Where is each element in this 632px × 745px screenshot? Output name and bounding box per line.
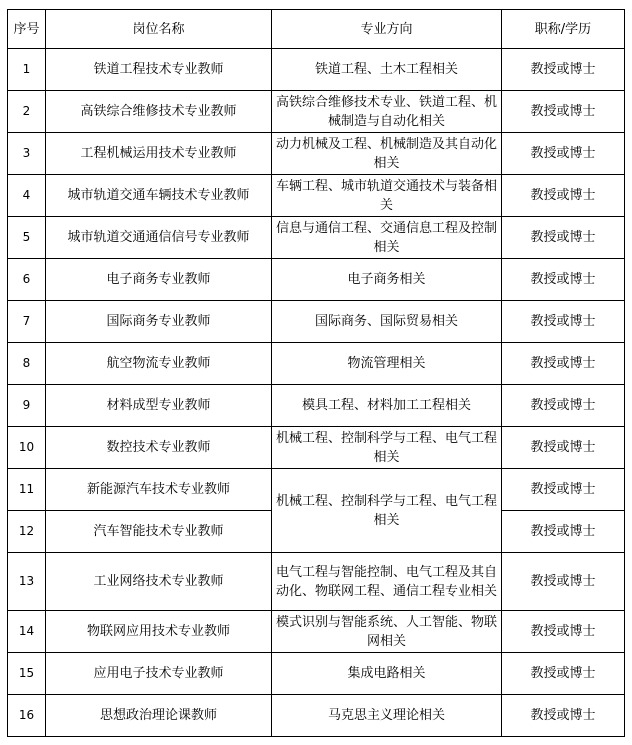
table-row (8, 553, 625, 611)
row-number: 11 (8, 469, 46, 511)
table-row (8, 653, 625, 695)
position-name: 汽车智能技术专业教师 (46, 511, 272, 553)
position-name: 国际商务专业教师 (46, 301, 272, 343)
major-direction: 模具工程、材料加工工程相关 (272, 385, 502, 427)
major-direction: 动力机械及工程、机械制造及其自动化相关 (272, 133, 502, 175)
table-row (8, 611, 625, 653)
row-number: 2 (8, 91, 46, 133)
row-number: 10 (8, 427, 46, 469)
title-degree: 教授或博士 (502, 91, 625, 133)
major-direction: 高铁综合维修技术专业、铁道工程、机械制造与自动化相关 (272, 91, 502, 133)
position-name: 城市轨道交通通信信号专业教师 (46, 217, 272, 259)
title-degree: 教授或博士 (502, 175, 625, 217)
table-row (8, 427, 625, 469)
header-cell-title: 职称/学历 (502, 10, 625, 49)
title-degree: 教授或博士 (502, 217, 625, 259)
major-direction: 机械工程、控制科学与工程、电气工程相关 (272, 469, 502, 553)
recruitment-table (7, 9, 625, 737)
table-header-row (8, 10, 625, 49)
title-degree: 教授或博士 (502, 427, 625, 469)
table-row (8, 49, 625, 91)
major-direction: 电子商务相关 (272, 259, 502, 301)
position-name: 新能源汽车技术专业教师 (46, 469, 272, 511)
major-direction: 车辆工程、城市轨道交通技术与装备相关 (272, 175, 502, 217)
row-number: 4 (8, 175, 46, 217)
table-row (8, 695, 625, 737)
header-cell-position: 岗位名称 (46, 10, 272, 49)
table-row (8, 91, 625, 133)
title-degree: 教授或博士 (502, 553, 625, 611)
row-number: 3 (8, 133, 46, 175)
major-direction: 电气工程与智能控制、电气工程及其自动化、物联网工程、通信工程专业相关 (272, 553, 502, 611)
header-cell-major: 专业方向 (272, 10, 502, 49)
title-degree: 教授或博士 (502, 133, 625, 175)
table-row (8, 133, 625, 175)
table-row (8, 301, 625, 343)
major-direction: 模式识别与智能系统、人工智能、物联网相关 (272, 611, 502, 653)
position-name: 航空物流专业教师 (46, 343, 272, 385)
title-degree: 教授或博士 (502, 385, 625, 427)
table-row (8, 259, 625, 301)
row-number: 15 (8, 653, 46, 695)
position-name: 应用电子技术专业教师 (46, 653, 272, 695)
major-direction: 信息与通信工程、交通信息工程及控制相关 (272, 217, 502, 259)
position-name: 工程机械运用技术专业教师 (46, 133, 272, 175)
major-direction: 国际商务、国际贸易相关 (272, 301, 502, 343)
major-direction: 铁道工程、土木工程相关 (272, 49, 502, 91)
title-degree: 教授或博士 (502, 301, 625, 343)
title-degree: 教授或博士 (502, 343, 625, 385)
position-name: 物联网应用技术专业教师 (46, 611, 272, 653)
row-number: 8 (8, 343, 46, 385)
position-name: 城市轨道交通车辆技术专业教师 (46, 175, 272, 217)
position-name: 高铁综合维修技术专业教师 (46, 91, 272, 133)
table-row (8, 217, 625, 259)
table-row (8, 343, 625, 385)
major-direction: 机械工程、控制科学与工程、电气工程相关 (272, 427, 502, 469)
row-number: 6 (8, 259, 46, 301)
major-direction: 集成电路相关 (272, 653, 502, 695)
major-direction: 物流管理相关 (272, 343, 502, 385)
table-row (8, 385, 625, 427)
row-number: 14 (8, 611, 46, 653)
row-number: 1 (8, 49, 46, 91)
table-row (8, 469, 625, 511)
row-number: 12 (8, 511, 46, 553)
position-name: 材料成型专业教师 (46, 385, 272, 427)
major-direction: 马克思主义理论相关 (272, 695, 502, 737)
row-number: 9 (8, 385, 46, 427)
title-degree: 教授或博士 (502, 695, 625, 737)
row-number: 16 (8, 695, 46, 737)
title-degree: 教授或博士 (502, 653, 625, 695)
position-name: 电子商务专业教师 (46, 259, 272, 301)
title-degree: 教授或博士 (502, 469, 625, 511)
row-number: 7 (8, 301, 46, 343)
row-number: 5 (8, 217, 46, 259)
title-degree: 教授或博士 (502, 511, 625, 553)
table-row (8, 175, 625, 217)
position-name: 工业网络技术专业教师 (46, 553, 272, 611)
title-degree: 教授或博士 (502, 259, 625, 301)
position-name: 铁道工程技术专业教师 (46, 49, 272, 91)
header-cell-no: 序号 (8, 10, 46, 49)
title-degree: 教授或博士 (502, 49, 625, 91)
position-name: 思想政治理论课教师 (46, 695, 272, 737)
position-name: 数控技术专业教师 (46, 427, 272, 469)
title-degree: 教授或博士 (502, 611, 625, 653)
row-number: 13 (8, 553, 46, 611)
